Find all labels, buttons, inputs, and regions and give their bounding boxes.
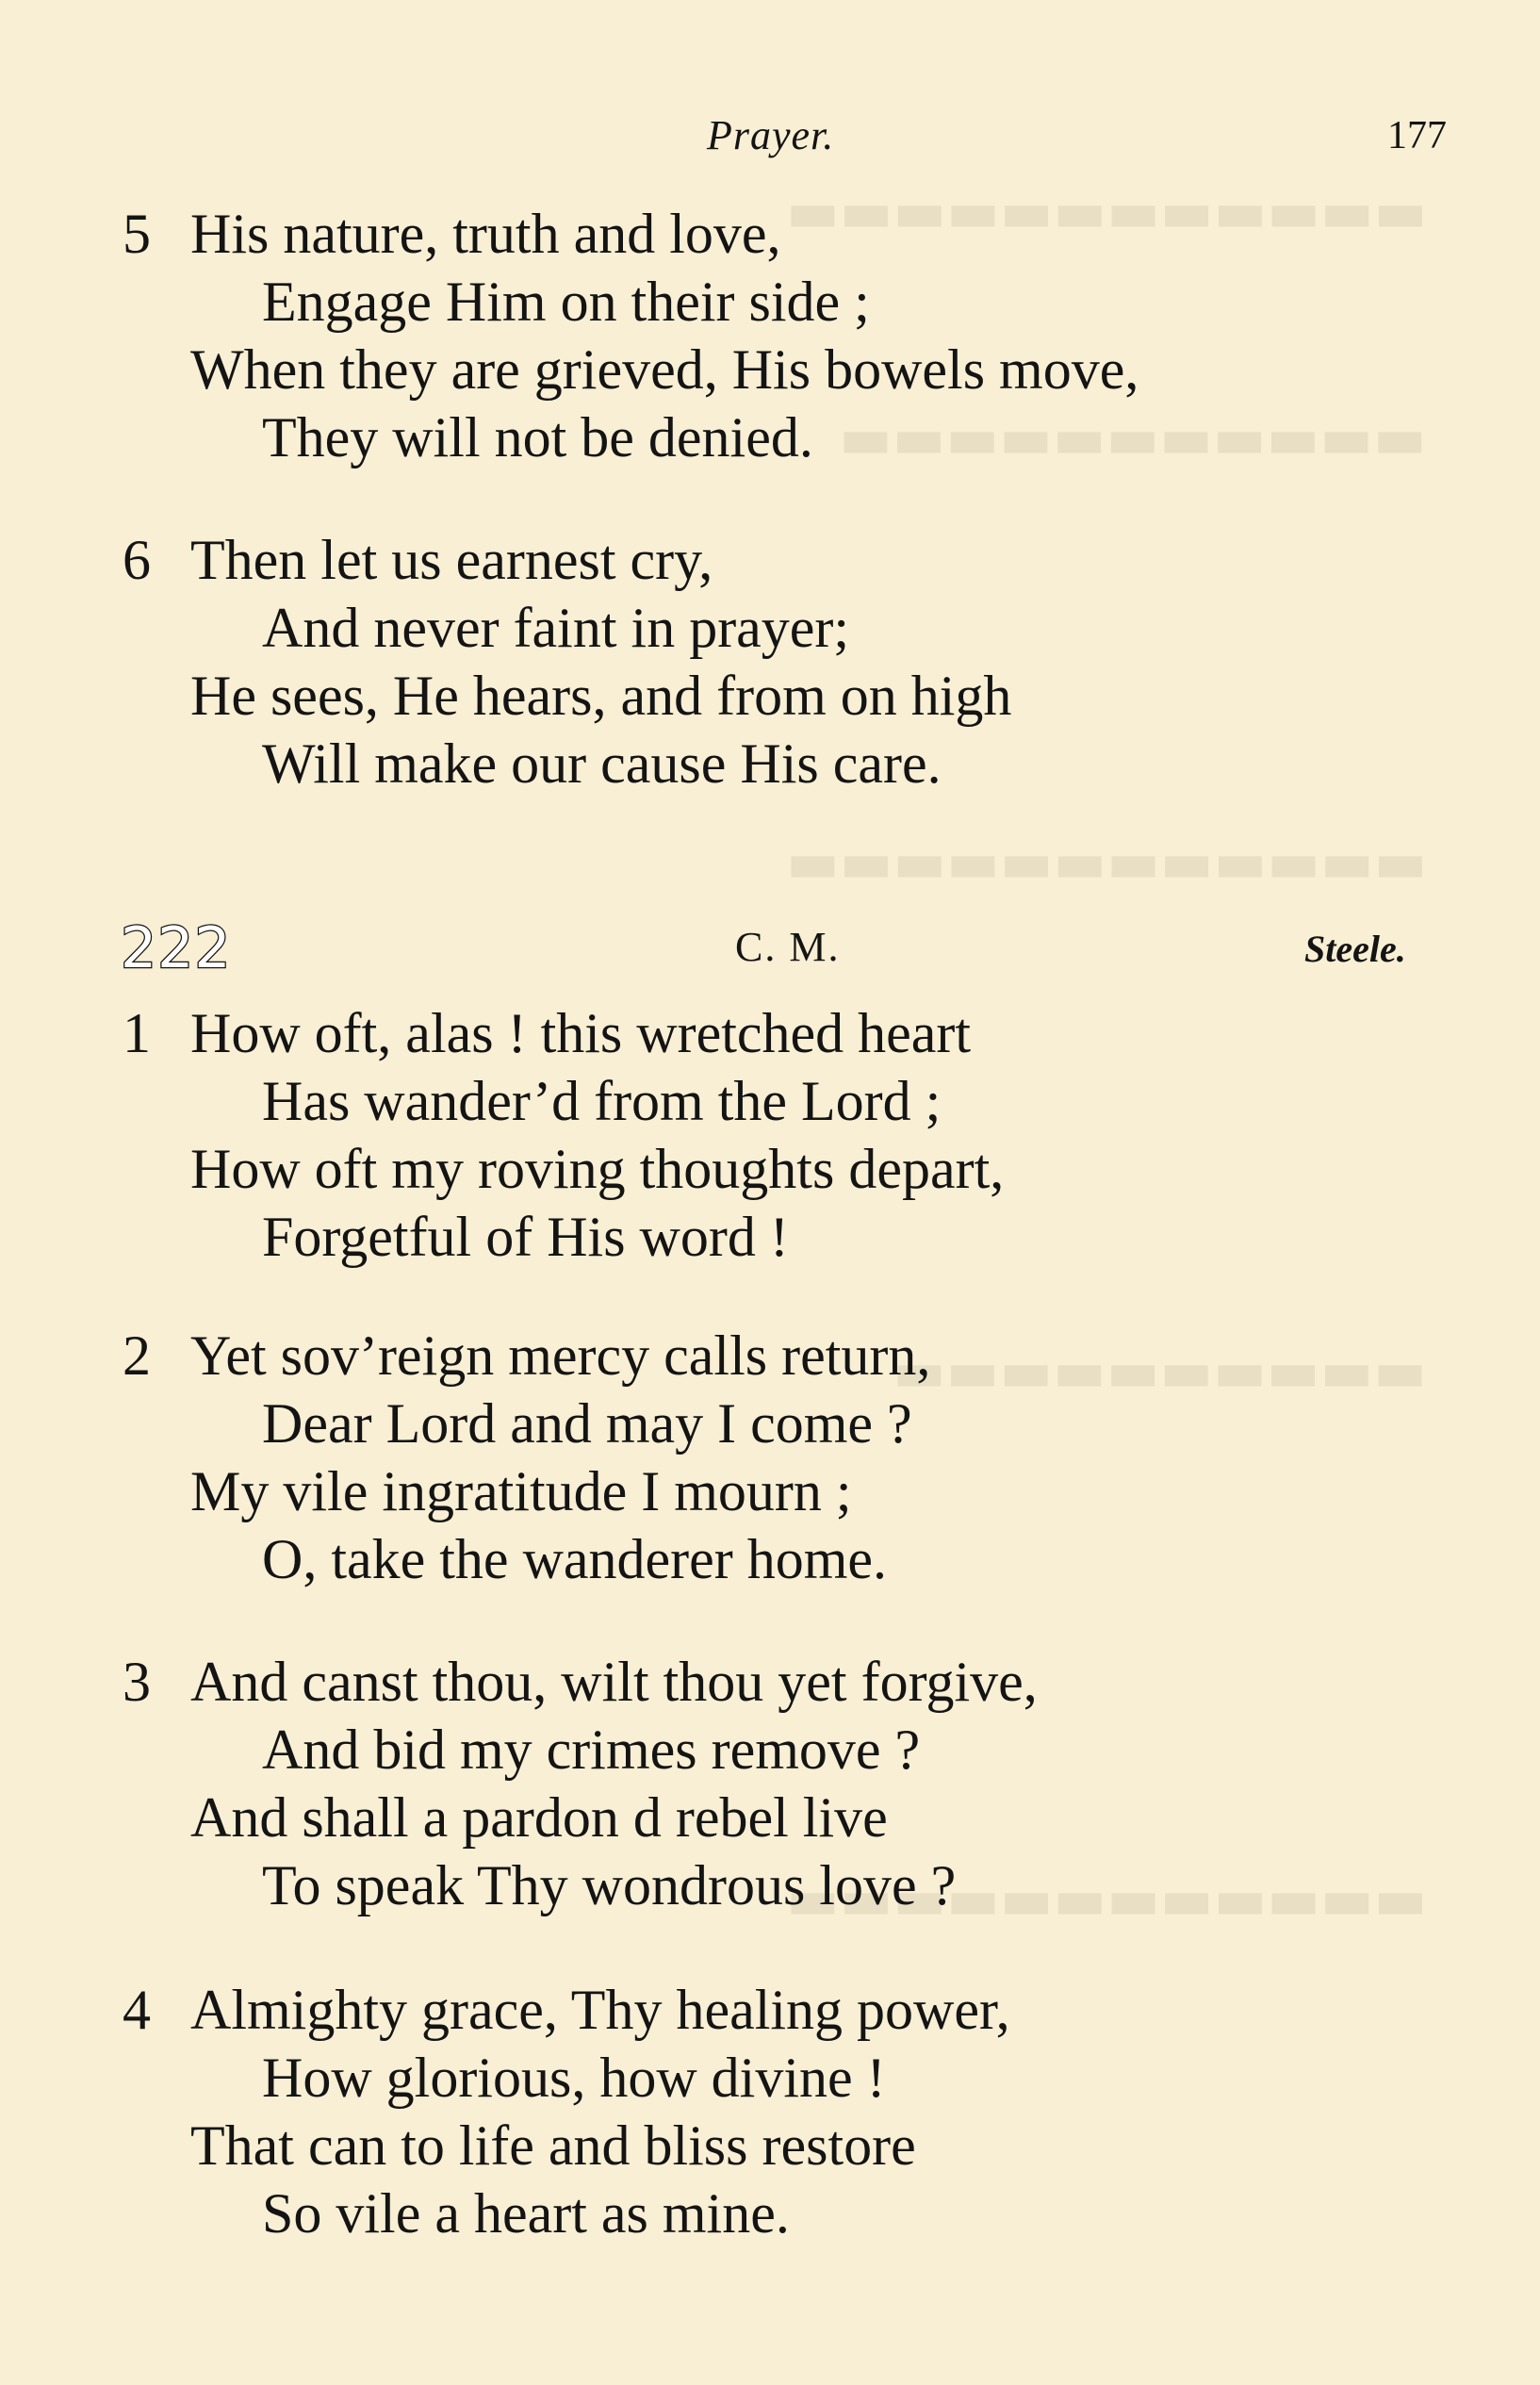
verse-number: 3 [123,1651,151,1713]
page-number: 177 [1387,114,1447,157]
verse-line [0,2044,1540,2112]
verse-line-text: So vile a heart as mine. [262,2182,790,2245]
verse-line [0,1976,1540,2044]
verse-line-text: How oft my roving thoughts depart, [190,1138,1005,1200]
verse-line [0,1457,1540,1525]
hymn-verse-4 [0,1976,1540,2247]
verse-line [0,1135,1540,1203]
hymn-verse-2 [0,1322,1540,1593]
verse-line-text: Yet sov’reign mercy calls return, [190,1324,931,1387]
hymn-verse-1 [0,999,1540,1271]
verse-line-text: To speak Thy wondrous love ? [262,1854,957,1916]
verse-line [0,999,1540,1067]
verse-line-text: My vile ingratitude I mourn ; [190,1460,852,1522]
verse-line [0,730,1540,798]
bleed-through-line: ▬▬▬▬▬▬▬▬▬▬ [893,1339,1427,1405]
verse-line [0,1390,1540,1457]
verse-line [0,1784,1540,1851]
verse-number: 1 [123,1002,151,1064]
hymn-header [0,915,1540,981]
verse-line [0,336,1540,403]
verse-line [0,1525,1540,1593]
previous-hymn-verse-5 [0,200,1540,471]
running-head: Prayer. [707,112,835,158]
verse-line [0,1716,1540,1784]
verse-line [0,1851,1540,1919]
verse-line [0,2179,1540,2247]
verse-line [0,2112,1540,2179]
verse-line [0,662,1540,730]
verse-line [0,526,1540,594]
verse-line-text: Has wander’d from the Lord ; [262,1070,942,1132]
verse-number: 4 [123,1979,151,2041]
hymn-number: 222 [121,915,232,981]
verse-number: 2 [123,1324,151,1387]
verse-number: 5 [123,203,151,265]
previous-hymn-verse-6 [0,526,1540,798]
verse-line-text: And bid my crimes remove ? [262,1719,921,1781]
hymn-verse-3 [0,1648,1540,1919]
verse-line [0,1203,1540,1271]
verse-line [0,1322,1540,1390]
hymn-author: Steele. [1304,928,1406,970]
verse-line [0,200,1540,268]
verse-line [0,1648,1540,1716]
verse-line-text: His nature, truth and love, [190,203,781,265]
verse-line-text: And shall a pardon d rebel live [190,1786,888,1849]
bleed-through-line: ▬▬▬▬▬▬▬▬▬▬▬▬ [785,830,1427,896]
verse-number: 6 [123,529,151,591]
verse-line-text: Almighty grace, Thy healing power, [190,1979,1010,2041]
verse-line-text: That can to life and bliss restore [190,2114,916,2177]
verse-line-text: How oft, alas ! this wretched heart [190,1002,972,1064]
verse-line-text: He sees, He hears, and from on high [190,665,1012,727]
verse-line-text: Forgetful of His word ! [262,1206,789,1268]
verse-line-text: And canst thou, wilt thou yet forgive, [190,1651,1038,1713]
verse-line-text: When they are grieved, His bowels move, [190,338,1139,401]
verse-line-text: How glorious, how divine ! [262,2047,886,2109]
verse-line [0,594,1540,662]
verse-line [0,268,1540,336]
verse-line [0,1067,1540,1135]
verse-line-text: Then let us earnest cry, [190,529,713,591]
bleed-through-line: ▬▬▬▬▬▬▬▬▬▬▬▬ [785,179,1427,245]
verse-line-text: O, take the wanderer home. [262,1528,888,1590]
bleed-through-line: ▬▬▬▬▬▬▬▬▬▬▬▬ [785,1867,1427,1933]
verse-line-text: Dear Lord and may I come ? [262,1392,912,1455]
verse-line-text: They will not be denied. [262,406,813,469]
bleed-through-line: ▬▬▬▬▬▬▬▬▬▬▬ [839,405,1427,471]
verse-line-text: Engage Him on their side ; [262,271,870,333]
verse-line-text: And never faint in prayer; [262,597,850,659]
verse-line [0,403,1540,471]
hymn-meter: C. M. [735,924,841,970]
verse-line-text: Will make our cause His care. [262,732,942,795]
